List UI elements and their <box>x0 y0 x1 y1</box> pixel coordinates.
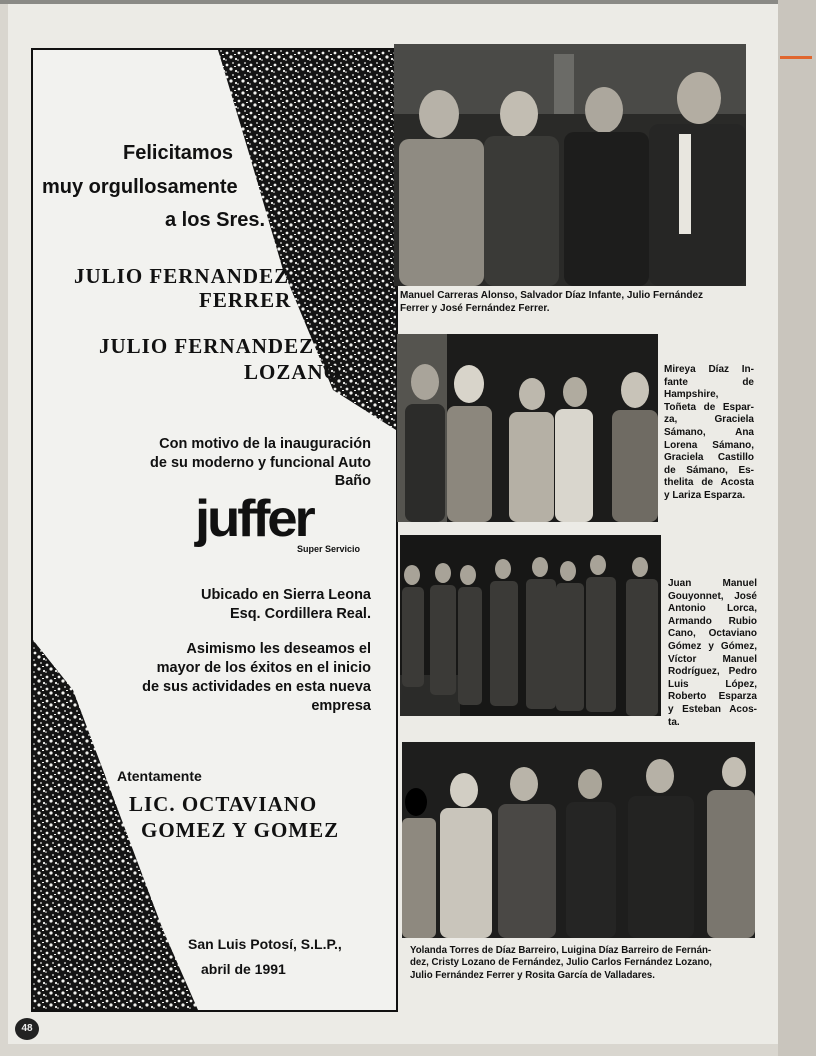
honoree-1-line-1: JULIO FERNANDEZ <box>74 264 290 288</box>
photo-four-men-caption: Manuel Carreras Alonso, Salvador Díaz Infante, Julio Fernández Ferrer y José Fernández Ferrer. <box>400 290 704 314</box>
location-text: Ubicado en Sierra Leona Esq. Cordillera Real. <box>200 587 371 622</box>
page-number: 48 <box>15 1018 39 1040</box>
photo-ladies-group-caption: Mireya Díaz In- fante de Hampshire, Toñeta de Espar- za, Graciela Sámano, Ana Lorena Sámano, Graciela Castillo de Sámano, Es- thelita de Acosta y Lariza Esparza. <box>664 364 754 501</box>
page-binding-edge <box>778 0 816 1056</box>
photo-four-men-image <box>394 44 746 286</box>
photo-mixed-group-image <box>402 742 755 938</box>
photo-mixed-group-caption: Yolanda Torres de Díaz Barreiro, Luigina Díaz Barreiro de Fernán- dez, Cristy Lozano de Fernández, Julio Carlos Fernández Lozano, Julio Fernández Ferrer y Rosita García de Valladares. <box>410 945 712 981</box>
congratulations-advert <box>31 48 398 1012</box>
honoree-2-line-2: LOZANO <box>244 360 342 384</box>
orange-tab-marker <box>780 56 812 59</box>
photo-four-men <box>394 44 746 286</box>
place-text: San Luis Potosí, S.L.P., <box>188 936 342 952</box>
signer-line-2: GOMEZ Y GOMEZ <box>141 818 340 842</box>
honoree-2-line-1: JULIO FERNANDEZ <box>99 334 315 358</box>
photo-mixed-group <box>402 742 755 938</box>
greeting-line-2: muy orgullosamente <box>42 176 238 198</box>
juffer-logo: juffer <box>195 490 313 548</box>
photo-men-lineup <box>400 535 661 716</box>
date-text: abril de 1991 <box>201 961 286 977</box>
signer-line-1: LIC. OCTAVIANO <box>129 792 318 816</box>
photo-men-lineup-caption: Juan Manuel Gouyonnet, José Antonio Lorca, Armando Rubio Cano, Octaviano Gómez y Gómez, Víctor Manuel Rodríguez, Pedro Luis López, Roberto Esparza y Esteban Acos- ta. <box>668 578 757 728</box>
occasion-text: Con motivo de la inauguración de su moderno y funcional Auto Baño <box>150 436 371 489</box>
photo-men-lineup-image <box>400 535 661 716</box>
photo-ladies-group <box>397 334 658 522</box>
greeting-line-3: a los Sres. <box>165 209 266 231</box>
signoff: Atentamente <box>117 768 202 784</box>
photo-ladies-group-image <box>397 334 658 522</box>
logo-tagline: Super Servicio <box>297 544 361 554</box>
honoree-1-line-2: FERRER <box>199 288 292 312</box>
wishes-text: Asimismo les deseamos el mayor de los éxitos en el inicio de sus actividades en esta nueva empresa <box>142 641 371 714</box>
greeting-line-1: Felicitamos <box>123 142 234 164</box>
